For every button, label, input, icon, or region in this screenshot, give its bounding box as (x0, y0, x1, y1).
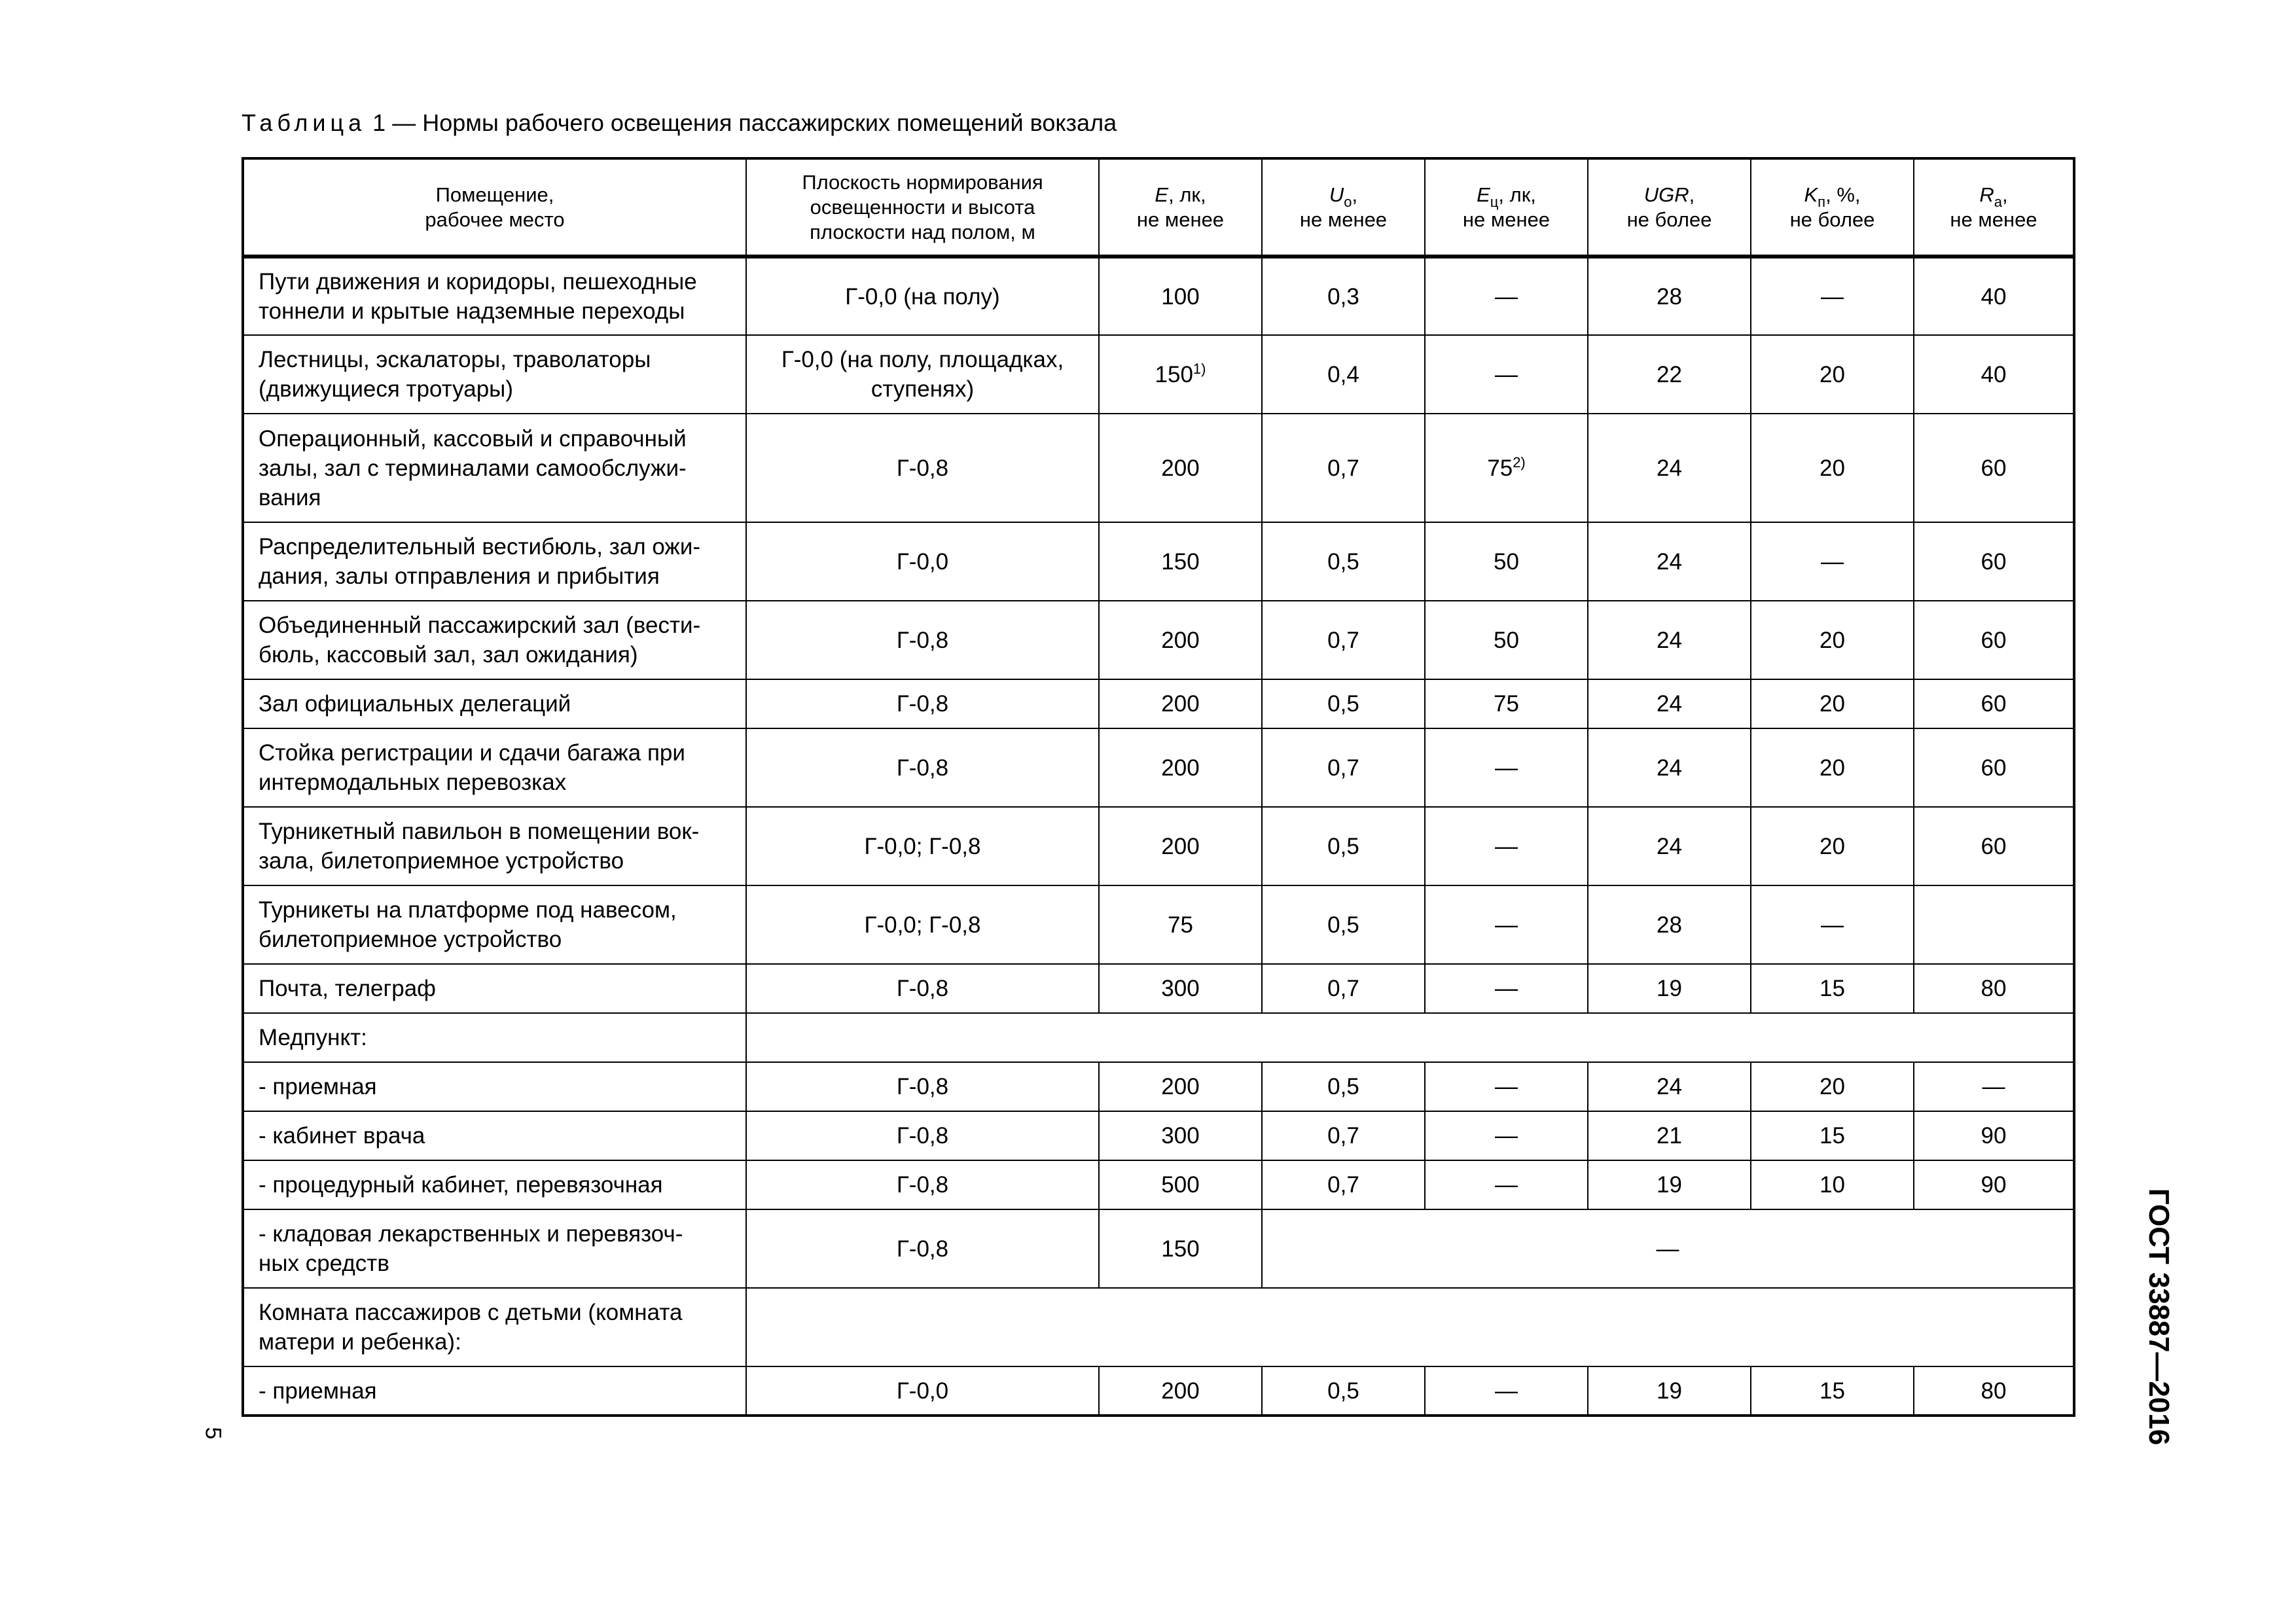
cell-room: - приемная (243, 1366, 746, 1416)
cell-Ra: 60 (1914, 522, 2074, 601)
cell-E: 150 (1099, 522, 1262, 601)
cell-Kp: 15 (1751, 1366, 1914, 1416)
table-row (243, 1160, 2074, 1209)
cell-Kp: 15 (1751, 1111, 1914, 1160)
cell-Ra (1914, 885, 2074, 964)
cell-plane: Г-0,8 (746, 1209, 1099, 1288)
table-row (243, 335, 2074, 414)
cell-Uo: 0,5 (1262, 679, 1425, 728)
cell-room: Зал официальных делегаций (243, 679, 746, 728)
cell-Uo: 0,7 (1262, 1111, 1425, 1160)
cell-Uo: 0,7 (1262, 1160, 1425, 1209)
cell-Ra: — (1914, 1062, 2074, 1111)
section-row (243, 1288, 2074, 1366)
cell-Uo: 0,5 (1262, 807, 1425, 885)
cell-Ec: — (1425, 1366, 1588, 1416)
cell-Ec: 75$^{2)}$ (1425, 414, 1588, 522)
cell-Ec: 50 (1425, 601, 1588, 679)
cell-room: Пути движения и коридоры, пешеходные тоннели и крытые надземные переходы (243, 257, 746, 335)
cell-room: - кабинет врача (243, 1111, 746, 1160)
cell-Kp: 20 (1751, 335, 1914, 414)
cell-Uo: 0,5 (1262, 885, 1425, 964)
cell-plane: Г-0,8 (746, 1111, 1099, 1160)
cell-plane: Г-0,0; Г-0,8 (746, 807, 1099, 885)
cell-room: Стойка регистрации и сдачи багажа при интермодальных перевозках (243, 728, 746, 807)
cell-Ra: 90 (1914, 1160, 2074, 1209)
cell-Ra: 80 (1914, 1366, 2074, 1416)
caption-label: Таблица (242, 109, 367, 136)
header-row (243, 158, 2074, 257)
cell-UGR: 19 (1588, 1366, 1751, 1416)
cell-Ra: 60 (1914, 601, 2074, 679)
cell-plane: Г-0,8 (746, 679, 1099, 728)
header-UGR: UGR, не более (1588, 158, 1751, 257)
header-Ec: $E_ц$, лк, не менее (1425, 158, 1588, 257)
table-caption (242, 111, 1117, 135)
cell-Kp: 20 (1751, 728, 1914, 807)
cell-UGR: 28 (1588, 257, 1751, 335)
table-row (243, 1111, 2074, 1160)
table-row (243, 807, 2074, 885)
cell-UGR: 22 (1588, 335, 1751, 414)
header-plane: Плоскость нормирования освещенности и высота плоскости над полом, м (746, 158, 1099, 257)
section-row (243, 1013, 2074, 1062)
cell-Ec: 50 (1425, 522, 1588, 601)
cell-Ec: — (1425, 1111, 1588, 1160)
cell-E: 300 (1099, 964, 1262, 1013)
standard-designation: ГОСТ 33887—2016 (2143, 1188, 2175, 1446)
cell-room: Распределительный вестибюль, зал ожи- дания, залы отправления и прибытия (243, 522, 746, 601)
header-E: E, лк, не менее (1099, 158, 1262, 257)
cell-Uo: 0,7 (1262, 414, 1425, 522)
cell-Uo: 0,4 (1262, 335, 1425, 414)
cell-Ec: — (1425, 1062, 1588, 1111)
cell-empty-span (746, 1288, 2074, 1366)
cell-Kp: — (1751, 885, 1914, 964)
cell-UGR: 24 (1588, 601, 1751, 679)
cell-Uo: 0,5 (1262, 1366, 1425, 1416)
cell-Ec: — (1425, 964, 1588, 1013)
cell-E: 500 (1099, 1160, 1262, 1209)
cell-Ra: 60 (1914, 728, 2074, 807)
cell-Ra: 90 (1914, 1111, 2074, 1160)
table-row (243, 257, 2074, 335)
header-Ra: $R_a$, не менее (1914, 158, 2074, 257)
cell-E: 75 (1099, 885, 1262, 964)
table-row (243, 1366, 2074, 1416)
table-row (243, 964, 2074, 1013)
cell-plane: Г-0,8 (746, 728, 1099, 807)
cell-E: 200 (1099, 807, 1262, 885)
cell-Ra: 60 (1914, 414, 2074, 522)
cell-room: Операционный, кассовый и справочный залы, зал с терминалами самообслужи- вания (243, 414, 746, 522)
cell-Uo: 0,3 (1262, 257, 1425, 335)
cell-plane: Г-0,0 (на полу) (746, 257, 1099, 335)
cell-Kp: — (1751, 257, 1914, 335)
header-room: Помещение, рабочее место (243, 158, 746, 257)
caption-dash: — (392, 109, 416, 136)
cell-Uo: 0,7 (1262, 728, 1425, 807)
cell-room: - процедурный кабинет, перевязочная (243, 1160, 746, 1209)
table-row (243, 1209, 2074, 1288)
cell-E: 150 (1099, 1209, 1262, 1288)
cell-UGR: 24 (1588, 728, 1751, 807)
cell-Kp: 20 (1751, 807, 1914, 885)
table-row (243, 522, 2074, 601)
cell-room: Почта, телеграф (243, 964, 746, 1013)
cell-Uo: 0,7 (1262, 964, 1425, 1013)
cell-UGR: 24 (1588, 807, 1751, 885)
page-number: 5 (200, 1427, 226, 1440)
cell-Kp: 20 (1751, 414, 1914, 522)
table-row (243, 728, 2074, 807)
cell-E: 300 (1099, 1111, 1262, 1160)
cell-Ec: — (1425, 807, 1588, 885)
cell-Ec: — (1425, 335, 1588, 414)
cell-UGR: 24 (1588, 414, 1751, 522)
cell-UGR: 21 (1588, 1111, 1751, 1160)
table-row (243, 601, 2074, 679)
lighting-norms-table (242, 157, 2075, 1417)
cell-room: Объединенный пассажирский зал (вести- бюль, кассовый зал, зал ожидания) (243, 601, 746, 679)
cell-Ec: — (1425, 728, 1588, 807)
cell-Uo: 0,7 (1262, 601, 1425, 679)
cell-Kp: 10 (1751, 1160, 1914, 1209)
cell-Ra: 40 (1914, 335, 2074, 414)
cell-E: 200 (1099, 679, 1262, 728)
cell-Ec: 75 (1425, 679, 1588, 728)
table-row (243, 885, 2074, 964)
cell-UGR: 24 (1588, 522, 1751, 601)
cell-empty-span (746, 1013, 2074, 1062)
cell-E: 150$^{1)}$ (1099, 335, 1262, 414)
cell-E: 200 (1099, 1366, 1262, 1416)
cell-plane: Г-0,0 (746, 522, 1099, 601)
cell-plane: Г-0,8 (746, 1160, 1099, 1209)
caption-number: 1 (372, 109, 386, 136)
cell-room: Комната пассажиров с детьми (комната матери и ребенка): (243, 1288, 746, 1366)
cell-room: Лестницы, эскалаторы, траволаторы (движущиеся тротуары) (243, 335, 746, 414)
cell-UGR: 19 (1588, 1160, 1751, 1209)
cell-room: - приемная (243, 1062, 746, 1111)
cell-plane: Г-0,8 (746, 1062, 1099, 1111)
cell-Ec: — (1425, 885, 1588, 964)
cell-UGR: 24 (1588, 679, 1751, 728)
cell-Kp: 20 (1751, 1062, 1914, 1111)
cell-E: 200 (1099, 414, 1262, 522)
caption-title: Нормы рабочего освещения пассажирских помещений вокзала (422, 109, 1117, 136)
cell-E: 200 (1099, 601, 1262, 679)
cell-Uo: 0,5 (1262, 522, 1425, 601)
cell-Uo: 0,5 (1262, 1062, 1425, 1111)
cell-Kp: 20 (1751, 679, 1914, 728)
cell-Ra: 60 (1914, 807, 2074, 885)
cell-Kp: 20 (1751, 601, 1914, 679)
cell-room: - кладовая лекарственных и перевязоч- ных средств (243, 1209, 746, 1288)
cell-Ec: — (1425, 257, 1588, 335)
cell-plane: Г-0,8 (746, 964, 1099, 1013)
cell-plane: Г-0,8 (746, 601, 1099, 679)
footnote-mark: 1) (1193, 360, 1206, 377)
table-row (243, 679, 2074, 728)
cell-room: Турникеты на платформе под навесом, билетоприемное устройство (243, 885, 746, 964)
cell-UGR: 24 (1588, 1062, 1751, 1111)
cell-merged-dash: — (1262, 1209, 2074, 1288)
cell-Ra: 40 (1914, 257, 2074, 335)
cell-plane: Г-0,0; Г-0,8 (746, 885, 1099, 964)
cell-Kp: — (1751, 522, 1914, 601)
cell-plane: Г-0,8 (746, 414, 1099, 522)
cell-Ra: 80 (1914, 964, 2074, 1013)
cell-E: 200 (1099, 1062, 1262, 1111)
cell-room: Турникетный павильон в помещении вок- зала, билетоприемное устройство (243, 807, 746, 885)
table-row (243, 414, 2074, 522)
cell-plane: Г-0,0 (на полу, площадках, ступенях) (746, 335, 1099, 414)
header-Kp: $K_п$, %, не более (1751, 158, 1914, 257)
cell-plane: Г-0,0 (746, 1366, 1099, 1416)
cell-Ra: 60 (1914, 679, 2074, 728)
cell-E: 200 (1099, 728, 1262, 807)
cell-UGR: 28 (1588, 885, 1751, 964)
cell-room: Медпункт: (243, 1013, 746, 1062)
footnote-mark: 2) (1513, 454, 1526, 471)
cell-UGR: 19 (1588, 964, 1751, 1013)
cell-Kp: 15 (1751, 964, 1914, 1013)
cell-Ec: — (1425, 1160, 1588, 1209)
header-Uo: $U_o$, не менее (1262, 158, 1425, 257)
table-row (243, 1062, 2074, 1111)
cell-E: 100 (1099, 257, 1262, 335)
